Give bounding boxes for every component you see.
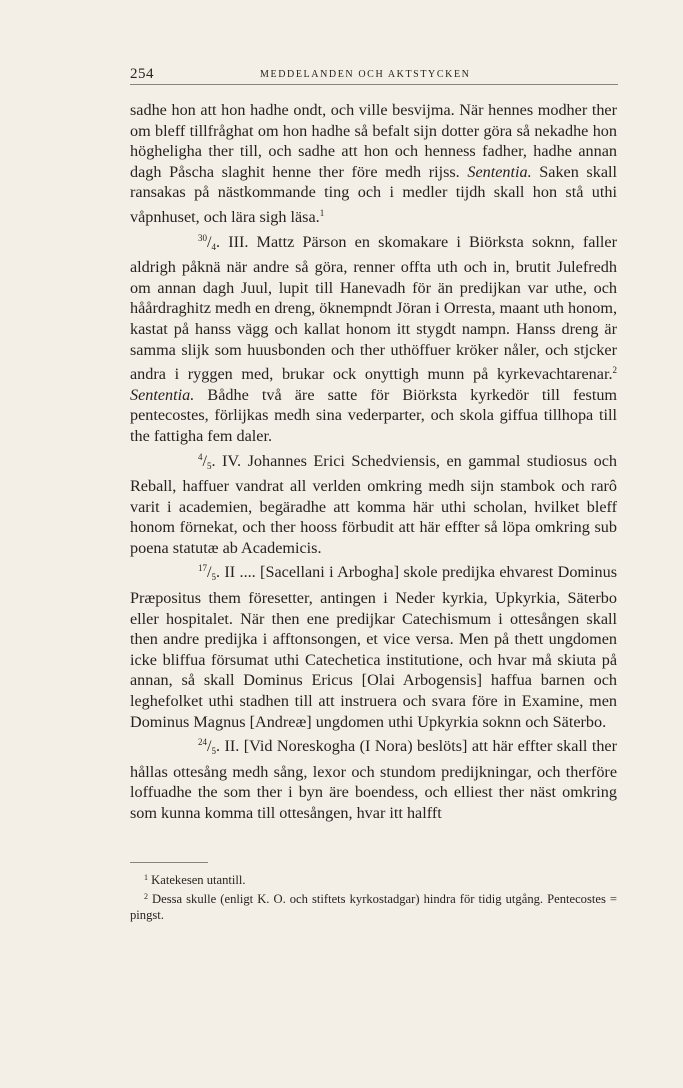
paragraph-text: . III. Mattz Pärson en skomakare i Biörksta soknn, faller aldrigh påknä när andre så göra, renner offta uth och in, brutit Julefredh om annan dagh Juul, lupit till Hanevadh för än predijkan var uthe, och håårdraghitz medh en dreng, öknempndt Jöran i Orresta, maant uth honom, kastat på hanss vägg och kallat honom itt stygdt nampn. Hanss dreng är samma slijk som huusbonden och ther uthöffuer kröker nåler, och stjcker andra i ryggen med, brukar ock onyttigh munn på kyrkevachtarenar. bbox=[130, 232, 617, 384]
sententia-label: Sententia. bbox=[467, 162, 532, 181]
paragraph-continuation bbox=[130, 100, 617, 228]
running-head: MEDDELANDEN OCH AKTSTYCKEN bbox=[260, 69, 471, 80]
footnote-text: Katekesen utantill. bbox=[151, 873, 246, 887]
date-month: 5 bbox=[211, 572, 216, 583]
paragraph-text: . II .... [Sacellani i Arbogha] skole predijka ehvarest Dominus Præpositus them föresetter, antingen i Neder kyrkia, Upkyrkia, Säterbo eller hospitalet. När then ene predijkar Catechismum i ottesången skall then andre predijka i afftonsongen, et vice versa. Men på thett ungdomen icke bliffua försumat uthi Catechetica institutione, och hvar må skiuta på annan, så skall Dominus Ericus [Olai Arbogensis] haffua barnen och leghefolket uthi stadhen till att instruera och svara före in Examine, men Dominus Magnus [Andreæ] ungdomen uthi Upkyrkia soknn och Säterbo. bbox=[130, 563, 617, 731]
footnote bbox=[130, 870, 617, 889]
entry-paragraph bbox=[130, 732, 617, 823]
date-month: 5 bbox=[211, 746, 216, 757]
entry-paragraph bbox=[130, 558, 617, 732]
footnote bbox=[130, 889, 617, 924]
paragraph-text: . IV. Johannes Erici Schedviensis, en gammal studiosus och Reball, haffuer vandrat all verlden omkring medh sijn stambok och rarô varit i academien, begäradhe att komma här uthi scholan, hvilket bleff honom förnekat, och ther hooss förbudit att här effter så löpa omkring sub poena statutæ ab Academicis. bbox=[130, 451, 617, 557]
footnote-mark: 1 bbox=[144, 873, 148, 882]
footnote-reference: 1 bbox=[319, 207, 325, 218]
sententia-label: Sententia. bbox=[130, 385, 195, 404]
date-day: 4 bbox=[198, 451, 203, 462]
entry-date: $^4/_5$ bbox=[198, 451, 212, 471]
body-text bbox=[130, 100, 617, 824]
footnote-reference: 2 bbox=[612, 365, 617, 376]
date-day: 24 bbox=[198, 737, 207, 748]
page-number: 254 bbox=[130, 66, 154, 82]
date-month: 5 bbox=[207, 460, 212, 471]
paragraph-text: Bådhe två äre satte för Biörksta kyrkedör till festum pentecostes, förlijkas medh sina vederparter, och skola giffua tillhopa till the fattigha fem daler. bbox=[130, 385, 617, 445]
footnote-divider bbox=[130, 862, 208, 863]
entry-paragraph bbox=[130, 447, 617, 559]
paragraph-text: sadhe hon att hon hadhe ondt, och ville besvijma. När hennes modher ther om bleff tillfråghat om hon hadhe så befalt sijn dotter göra så nekadhe hon högheligha ther till, och sadhe att hon och henness fadher, hadhe annan dagh Påscha slaghit henne ther före medh rijss. bbox=[130, 101, 617, 181]
paragraph-text: Saken skall ransakas på nästkommande ting och i medler tijdh skall hon stå uthi våpnhuset, och lära sigh läsa. bbox=[130, 162, 617, 226]
footnotes bbox=[130, 870, 617, 924]
footnote-text: Dessa skulle (enligt K. O. och stiftets kyrkostadgar) hindra för tidig utgång. Pentecostes = pingst. bbox=[130, 891, 617, 922]
page-header bbox=[130, 66, 618, 85]
date-month: 4 bbox=[211, 241, 216, 252]
date-day: 17 bbox=[198, 563, 207, 574]
footnote-mark: 2 bbox=[144, 891, 148, 901]
date-day: 30 bbox=[198, 232, 207, 243]
paragraph-text: . II. [Vid Noreskogha (I Nora) beslöts] att här effter skall ther hållas ottesång medh sång, lexor och stundom predijkningar, och therföre loffuadhe the som ther i byn äre boendess, och elliest ther näst omkring som kunna komma till ottesången, hvar itt halfft bbox=[130, 737, 617, 822]
entry-date: $^{17}/_5$ bbox=[198, 563, 216, 583]
entry-paragraph bbox=[130, 228, 617, 447]
entry-date: $^{24}/_5$ bbox=[198, 737, 216, 757]
entry-date: $^{30}/_4$ bbox=[198, 232, 216, 252]
